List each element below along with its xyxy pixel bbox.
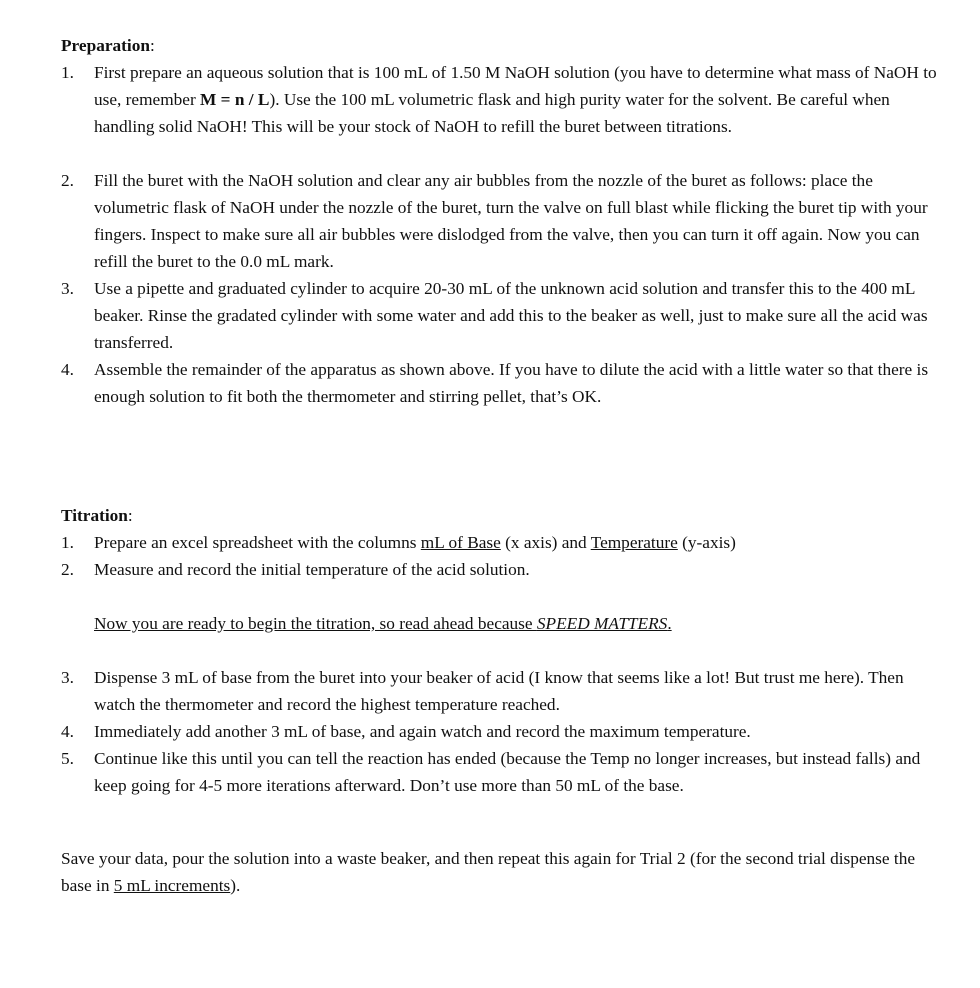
step-number: 3. — [61, 668, 74, 687]
step-number: 4. — [61, 360, 74, 379]
step-text: Continue like this until you can tell the reaction has ended (because the Temp no longer increases, but instead falls) and keep going for 4-5 more iterations afterward. Don’t use more than 50 mL of the base. — [94, 749, 921, 795]
step-text: Assemble the remainder of the apparatus as shown above. If you have to dilute the acid with a little water so that there is enough solution to fit both the thermometer and stirring pellet, that’s OK. — [94, 360, 929, 406]
step-number: 2. — [61, 560, 74, 579]
preparation-step-1 — [61, 59, 941, 140]
step-number: 5. — [61, 749, 74, 768]
step-number: 2. — [61, 171, 74, 190]
titration-heading: Titration: — [61, 506, 133, 525]
titration-step-3 — [61, 664, 941, 718]
titration-step-5 — [61, 745, 941, 799]
step-number: 4. — [61, 722, 74, 741]
preparation-step-2 — [61, 167, 941, 275]
preparation-step-4 — [61, 356, 941, 410]
step-number: 1. — [61, 63, 74, 82]
speed-matters-note: Now you are ready to begin the titration, so read ahead because SPEED MATTERS. — [94, 614, 672, 633]
column-name-temperature: Temperature — [590, 533, 678, 552]
titration-step-4 — [61, 718, 941, 745]
step-text: Fill the buret with the NaOH solution and clear any air bubbles from the nozzle of the buret as follows: place the volumetric flask of NaOH under the nozzle of the buret, turn the valve on full blast while flicking the buret tip with your fingers. Inspect to make sure all air bubbles were dislodged from the valve, then you can turn it off again. Now you can refill the buret to the 0.0 mL mark. — [94, 171, 928, 271]
preparation-step-3 — [61, 275, 941, 356]
preparation-heading: Preparation: — [61, 36, 155, 55]
step-text: Prepare an excel spreadsheet with the columns mL of Base (x axis) and Temperature (y-axis) — [94, 533, 736, 552]
molarity-formula: M = n / L — [200, 90, 270, 109]
step-text: Dispense 3 mL of base from the buret into your beaker of acid (I know that seems like a lot! But trust me here). Then watch the thermometer and record the highest temperature reached. — [94, 668, 904, 714]
step-number: 3. — [61, 279, 74, 298]
titration-step-1 — [61, 529, 941, 556]
step-text: First prepare an aqueous solution that is 100 mL of 1.50 M NaOH solution (you have to determine what mass of NaOH to use, remember M = n / L). Use the 100 mL volumetric flask and high purity water for the solvent. Be careful when handling solid NaOH! This will be your stock of NaOH to refill the buret between titrations. — [94, 63, 937, 136]
step-text: Measure and record the initial temperature of the acid solution. — [94, 560, 530, 579]
column-name-ml-of-base: mL of Base — [420, 533, 501, 552]
step-text: Immediately add another 3 mL of base, and again watch and record the maximum temperature. — [94, 722, 751, 741]
titration-step-2 — [61, 556, 941, 583]
step-text: Use a pipette and graduated cylinder to acquire 20-30 mL of the unknown acid solution and transfer this to the 400 mL beaker. Rinse the gradated cylinder with some water and add this to the beaker as well, just to make sure all the acid was transferred. — [94, 279, 928, 352]
increment-phrase: 5 mL increments — [113, 876, 231, 895]
step-number: 1. — [61, 533, 74, 552]
closing-paragraph: Save your data, pour the solution into a waste beaker, and then repeat this again for Trial 2 (for the second trial dispense the base in 5 mL increments). — [61, 849, 916, 895]
